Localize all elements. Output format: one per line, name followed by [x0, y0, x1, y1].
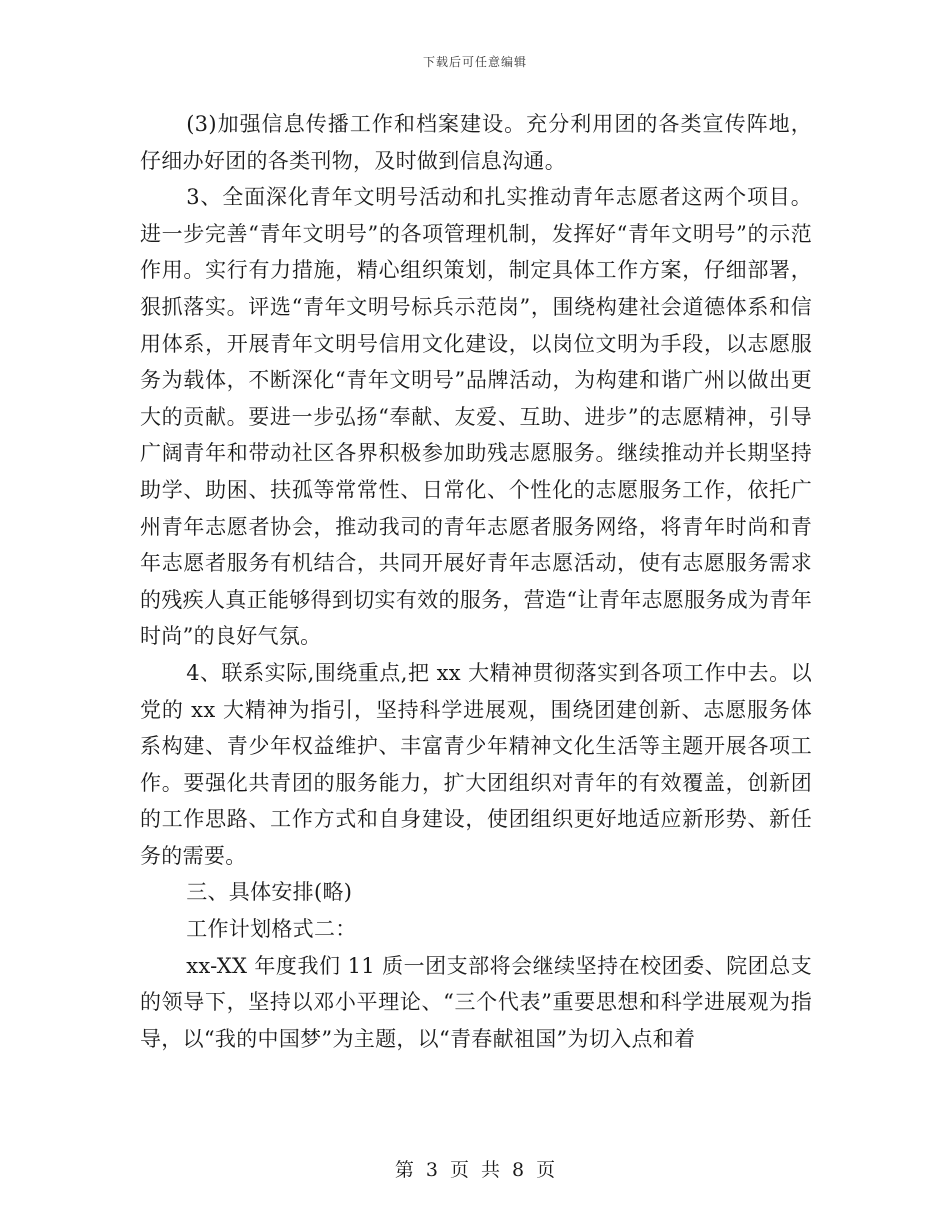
document-body — [140, 106, 812, 1057]
paragraph-implement-spirit: 4、联系实际,围绕重点,把 xx 大精神贯彻落实到各项工作中去。以党的 xx 大精神为指引，坚持科学进展观，围绕团建创新、志愿服务体系构建、青少年权益维护、丰富青少年精神文化生活等主题开展各项工作。要强化共青团的服务能力，扩大团组织对青年的有效覆盖，创新团的工作思路、工作方式和自身建设，使团组织更好地适应新形势、新任务的需要。 — [140, 660, 812, 868]
page-number: 第 3 页 共 8 页 — [394, 1159, 556, 1181]
paragraph-info-archive: (3)加强信息传播工作和档案建设。充分利用团的各类宣传阵地，仔细办好团的各类刊物，及时做到信息沟通。 — [140, 112, 812, 173]
section-heading-arrangement: 三、具体安排(略) — [186, 880, 353, 905]
paragraph-annual-plan: xx-XX 年度我们 11 质一团支部将会继续坚持在校团委、院团总支的领导下，坚持以邓小平理论、“三个代表”重要思想和科学进展观为指导，以“我的中国梦”为主题，以“青春献祖国”为切入点和着 — [140, 953, 812, 1051]
paragraph-youth-civilization: 3、全面深化青年文明号活动和扎实推动青年志愿者这两个项目。进一步完善“青年文明号”的各项管理机制，发挥好“青年文明号”的示范作用。实行有力措施，精心组织策划，制定具体工作方案，仔细部署，狠抓落实。评选“青年文明号标兵示范岗”，围绕构建社会道德体系和信用体系，开展青年文明号信用文化建设，以岗位文明为手段，以志愿服务为载体，不断深化“青年文明号”品牌活动，为构建和谐广州以做出更大的贡献。要进一步弘扬“奉献、友爱、互助、进步”的志愿精神，引导广阔青年和带动社区各界积极参加助残志愿服务。继续推动并长期坚持助学、助困、扶孤等常常性、日常化、个性化的志愿服务工作，依托广州青年志愿者协会，推动我司的青年志愿者服务网络，将青年时尚和青年志愿者服务有机结合，共同开展好青年志愿活动，使有志愿服务需求的残疾人真正能够得到切实有效的服务，营造“让青年志愿服务成为青年时尚”的良好气氛。 — [140, 185, 812, 649]
page-header-note: 下载后可任意编辑 — [422, 55, 527, 69]
section-heading-format-two: 工作计划格式二： — [186, 917, 357, 942]
